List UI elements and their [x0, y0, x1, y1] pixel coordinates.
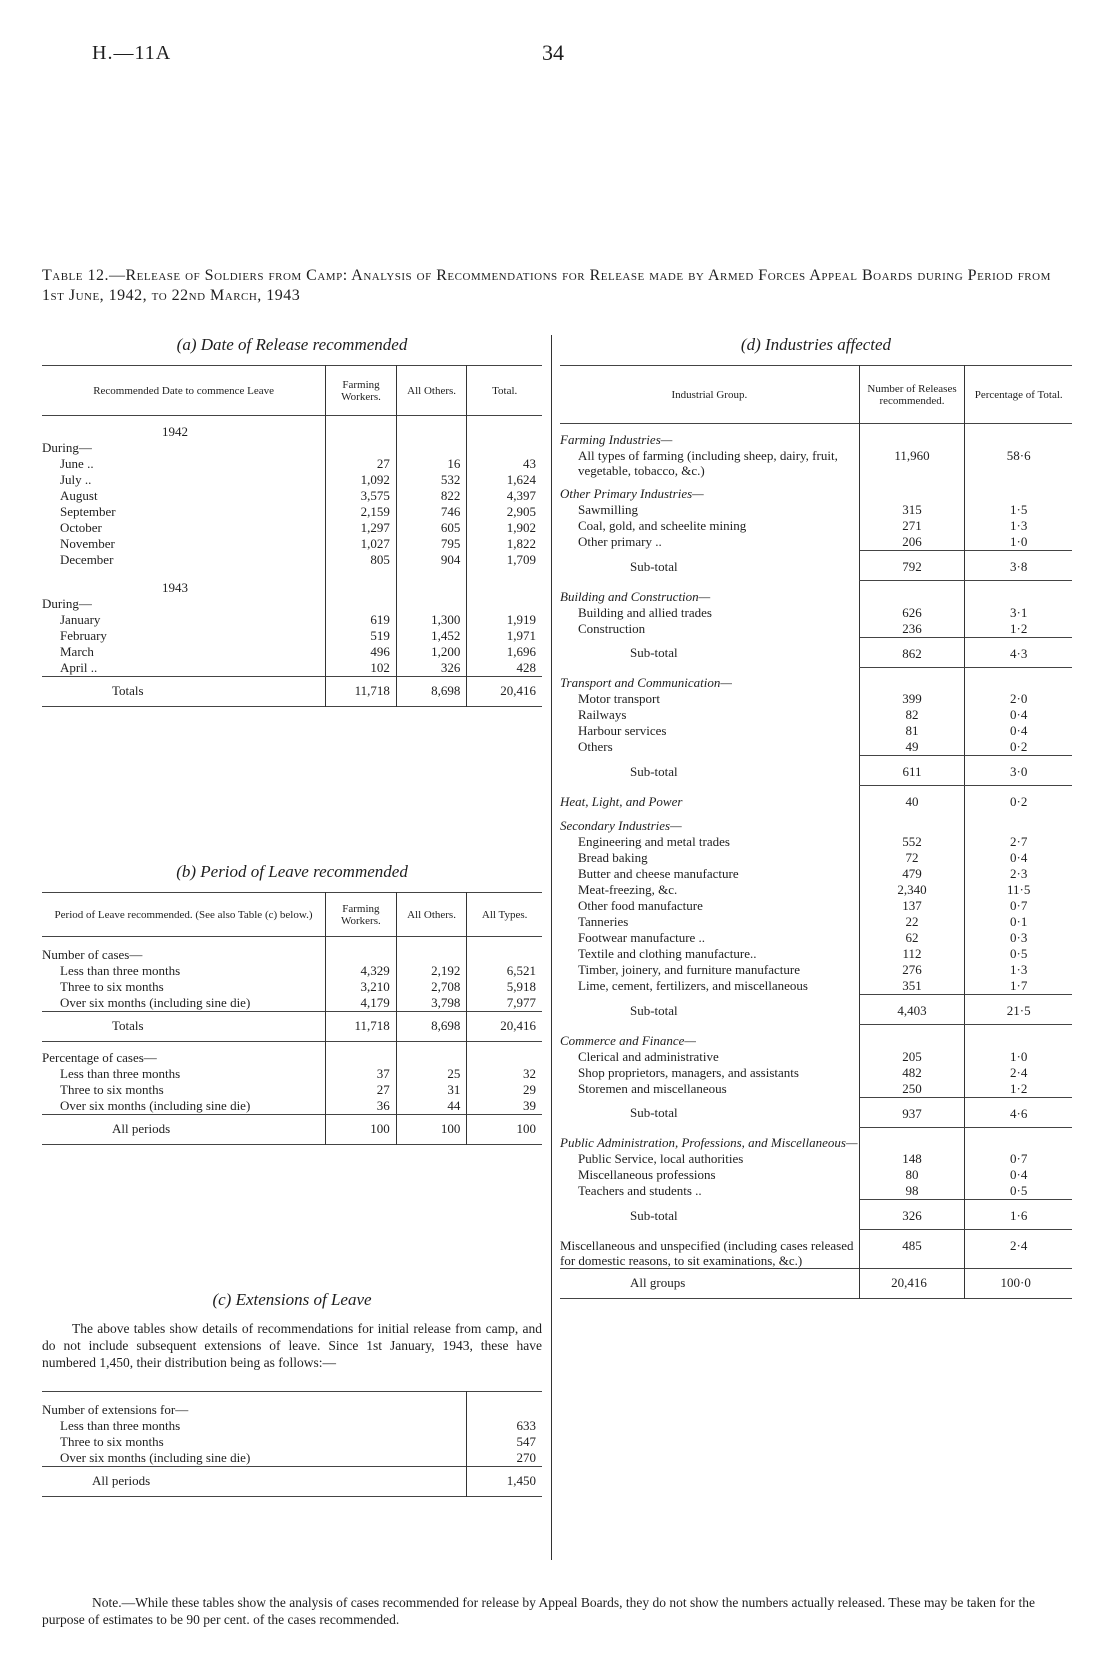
period-of-leave-table [42, 892, 542, 1145]
col-header-releases: Number of Releases recommended. [859, 366, 965, 424]
industry-row [560, 1183, 1072, 1200]
column-divider [551, 335, 552, 1560]
month-row-value: 805 [326, 552, 397, 568]
all-groups-number: 20,416 [859, 1268, 965, 1298]
case-percentage-row-value: 27 [326, 1082, 397, 1098]
section-d [560, 335, 1072, 1299]
industry-row [560, 1049, 1072, 1065]
industry-row [560, 898, 1072, 914]
month-row [42, 504, 542, 520]
month-row [42, 644, 542, 660]
subtotal-label: Sub-total [630, 1002, 678, 1018]
industry-group-heading [560, 1025, 1072, 1049]
industry-row [560, 882, 1072, 898]
industry-label: Miscellaneous professions [578, 1167, 716, 1182]
month-row-value: 1,452 [396, 628, 467, 644]
month-row-value: 532 [396, 472, 467, 488]
industry-row [560, 723, 1072, 739]
percentage-value: 0·7 [965, 1151, 1072, 1167]
percentage-value: 0·7 [965, 898, 1072, 914]
industry-label: Other primary .. [578, 534, 662, 549]
month-row-value: 3,575 [326, 488, 397, 504]
industry-label: Building and allied trades [578, 604, 712, 620]
releases-value: 81 [859, 723, 965, 739]
month-row-value: 822 [396, 488, 467, 504]
totals-all: 20,416 [467, 1012, 542, 1042]
extension-row [42, 1450, 542, 1467]
releases-value: 72 [859, 850, 965, 866]
releases-value: 49 [859, 739, 965, 756]
case-percentage-row-label: Over six months (including sine die) [60, 1098, 251, 1113]
month-row-label: November [60, 536, 115, 551]
section-c-title: (c) Extensions of Leave [212, 1290, 372, 1309]
subtotal-value: 611 [859, 756, 965, 786]
percentage-value: 0·2 [965, 786, 1072, 811]
percentage-value: 2·3 [965, 866, 1072, 882]
case-count-row-value: 4,329 [326, 963, 397, 979]
industry-row [560, 850, 1072, 866]
month-row-value: 1,696 [467, 644, 542, 660]
subtotal-row [560, 1200, 1072, 1230]
industry-group-heading [560, 667, 1072, 691]
section-c [42, 1290, 542, 1497]
group-heading: Secondary Industries— [560, 818, 682, 833]
releases-value: 271 [859, 518, 965, 534]
releases-value: 276 [859, 962, 965, 978]
case-percentage-row-value: 44 [396, 1098, 467, 1115]
month-row-value: 795 [396, 536, 467, 552]
releases-value: 62 [859, 930, 965, 946]
year-1943: 1943 [162, 580, 188, 595]
releases-value: 2,340 [859, 882, 965, 898]
industry-label: Miscellaneous and unspecified (including cases released for domestic reasons, to sit examinations, &c.) [560, 1237, 854, 1268]
subtotal-value: 21·5 [965, 995, 1072, 1025]
extension-row-value: 633 [467, 1418, 542, 1434]
percentage-value: 1·7 [965, 978, 1072, 995]
releases-value: 40 [859, 786, 965, 811]
year-1942: 1942 [162, 424, 188, 439]
month-row-label: October [60, 520, 102, 535]
month-row-value: 605 [396, 520, 467, 536]
percentage-value: 0·4 [965, 723, 1072, 739]
industry-label: Textile and clothing manufacture.. [578, 946, 757, 961]
percentage-value: 1·3 [965, 518, 1072, 534]
industry-label: Tanneries [578, 914, 629, 929]
totals-farming: 11,718 [326, 677, 397, 707]
subtotal-label: Sub-total [630, 1207, 678, 1223]
group-heading: Building and Construction— [560, 588, 711, 604]
month-row-label: July .. [60, 472, 92, 487]
month-row [42, 628, 542, 644]
percentage-value: 1·0 [965, 1049, 1072, 1065]
month-row-label: April .. [60, 660, 98, 675]
all-periods-label: All periods [112, 1121, 171, 1136]
percentage-value: 0·5 [965, 1183, 1072, 1200]
col-header-others: All Others. [396, 893, 467, 937]
footnote: Note.—While these tables show the analysis of cases recommended for release by Appeal Boards, they do not show the numbers actually released. These may be taken for the purpose of estimates to be 90 per cent. of the cases recommended. [42, 1595, 1035, 1627]
industry-group-heading [560, 424, 1072, 449]
during-label: During— [42, 440, 92, 455]
industry-row [560, 605, 1072, 621]
date-of-release-table [42, 365, 542, 707]
percentage-value: 1·0 [965, 534, 1072, 551]
industry-label: Storemen and miscellaneous [578, 1080, 727, 1096]
case-percentage-row-value: 29 [467, 1082, 542, 1098]
case-percentage-row-value: 31 [396, 1082, 467, 1098]
releases-value: 552 [859, 834, 965, 850]
industry-row [560, 707, 1072, 723]
col-header-total: Total. [467, 366, 542, 416]
industry-row [560, 448, 1072, 478]
month-row-value: 1,624 [467, 472, 542, 488]
month-row-value: 43 [467, 456, 542, 472]
month-row-value: 1,300 [396, 612, 467, 628]
case-count-row [42, 979, 542, 995]
totals-others: 8,698 [396, 677, 467, 707]
month-row [42, 456, 542, 472]
releases-value: 250 [859, 1081, 965, 1098]
month-row-value: 619 [326, 612, 397, 628]
group-heading: Farming Industries— [560, 432, 673, 447]
percentage-value: 2·0 [965, 691, 1072, 707]
all-periods-others: 100 [396, 1115, 467, 1145]
case-percentage-row-value: 37 [326, 1066, 397, 1082]
group-heading: Transport and Communication— [560, 675, 732, 690]
all-periods-value: 1,450 [467, 1467, 542, 1497]
case-count-row-label: Over six months (including sine die) [60, 995, 251, 1010]
month-row-value: 102 [326, 660, 397, 677]
industries-table [560, 365, 1072, 1299]
percentage-value: 0·1 [965, 914, 1072, 930]
industry-row [560, 739, 1072, 756]
industry-label: Timber, joinery, and furniture manufacture [578, 962, 800, 977]
industry-row [560, 962, 1072, 978]
col-header-percentage: Percentage of Total. [965, 366, 1072, 424]
industry-row [560, 1065, 1072, 1081]
section-a-title: (a) Date of Release recommended [176, 335, 408, 354]
document-code: H.—11A [92, 42, 172, 64]
case-count-row-value: 5,918 [467, 979, 542, 995]
industry-label: Lime, cement, fertilizers, and miscellaneous [578, 978, 808, 993]
month-row-value: 2,905 [467, 504, 542, 520]
totals-farming: 11,718 [326, 1012, 397, 1042]
case-count-row-value: 6,521 [467, 963, 542, 979]
month-row-value: 904 [396, 552, 467, 568]
month-row-value: 1,200 [396, 644, 467, 660]
all-periods-farming: 100 [326, 1115, 397, 1145]
month-row-label: December [60, 552, 114, 567]
month-row-value: 4,397 [467, 488, 542, 504]
percentage-value: 1·3 [965, 962, 1072, 978]
subtotal-value: 3·0 [965, 756, 1072, 786]
releases-value: 626 [859, 605, 965, 621]
industry-label: Footwear manufacture .. [578, 930, 706, 945]
case-percentage-row [42, 1082, 542, 1098]
section-a [42, 335, 542, 707]
case-percentage-row-value: 36 [326, 1098, 397, 1115]
number-of-cases-label: Number of cases— [42, 947, 143, 962]
case-percentage-row-label: Less than three months [60, 1066, 181, 1081]
percentage-value: 2·7 [965, 834, 1072, 850]
industry-label: All types of farming (including sheep, dairy, fruit, vegetable, tobacco, &c.) [578, 448, 838, 478]
industry-label: Public Service, local authorities [578, 1151, 744, 1166]
releases-value: 11,960 [859, 448, 965, 478]
all-periods-label: All periods [92, 1473, 151, 1488]
case-percentage-row [42, 1098, 542, 1115]
subtotal-row [560, 1097, 1072, 1127]
col-header-all-types: All Types. [467, 893, 542, 937]
case-count-row [42, 995, 542, 1012]
month-row-value: 1,709 [467, 552, 542, 568]
industry-row [560, 1230, 1072, 1269]
industry-row [560, 786, 1072, 811]
month-row-label: February [60, 628, 107, 643]
subtotal-label: Sub-total [630, 645, 678, 660]
subtotal-row [560, 637, 1072, 667]
industry-label: Coal, gold, and scheelite mining [578, 518, 747, 533]
releases-value: 148 [859, 1151, 965, 1167]
month-row-value: 16 [396, 456, 467, 472]
totals-label: Totals [112, 1018, 144, 1033]
industry-label: Bread baking [578, 850, 648, 865]
releases-value: 482 [859, 1065, 965, 1081]
extension-row-label: Less than three months [60, 1418, 181, 1433]
subtotal-value: 792 [859, 551, 965, 581]
group-heading: Commerce and Finance— [560, 1032, 696, 1048]
month-row-value: 2,159 [326, 504, 397, 520]
industry-row [560, 1167, 1072, 1183]
month-row [42, 612, 542, 628]
percentage-value: 3·1 [965, 605, 1072, 621]
totals-others: 8,698 [396, 1012, 467, 1042]
all-groups-percentage: 100·0 [965, 1268, 1072, 1298]
case-count-row-label: Three to six months [60, 979, 164, 994]
percentage-value: 2·4 [965, 1230, 1072, 1269]
subtotal-value: 4·6 [965, 1097, 1072, 1127]
percentage-value: 2·4 [965, 1065, 1072, 1081]
month-row-value: 1,902 [467, 520, 542, 536]
case-count-row-value: 4,179 [326, 995, 397, 1012]
industry-label: Heat, Light, and Power [560, 793, 683, 809]
case-count-row-value: 3,210 [326, 979, 397, 995]
subtotal-value: 1·6 [965, 1200, 1072, 1230]
releases-value: 315 [859, 502, 965, 518]
industry-row [560, 1081, 1072, 1098]
releases-value: 98 [859, 1183, 965, 1200]
totals-total: 20,416 [467, 677, 542, 707]
extension-row [42, 1434, 542, 1450]
percentage-value: 58·6 [965, 448, 1072, 478]
industry-label: Butter and cheese manufacture [578, 866, 739, 881]
subtotal-value: 326 [859, 1200, 965, 1230]
percentage-value: 0·5 [965, 946, 1072, 962]
month-row-label: January [60, 612, 101, 627]
percentage-value: 1·2 [965, 621, 1072, 638]
releases-value: 112 [859, 946, 965, 962]
month-row-value: 746 [396, 504, 467, 520]
month-row-value: 1,297 [326, 520, 397, 536]
industry-label: Others [578, 739, 613, 754]
subtotal-label: Sub-total [630, 1105, 678, 1120]
releases-value: 485 [859, 1230, 965, 1269]
all-periods-all: 100 [467, 1115, 542, 1145]
extension-row-label: Three to six months [60, 1434, 164, 1449]
month-row-value: 1,027 [326, 536, 397, 552]
industry-label: Clerical and administrative [578, 1048, 719, 1064]
month-row [42, 472, 542, 488]
percentage-value: 1·2 [965, 1081, 1072, 1098]
releases-value: 22 [859, 914, 965, 930]
industry-label: Shop proprietors, managers, and assistants [578, 1064, 799, 1080]
col-header-farming: Farming Workers. [326, 893, 397, 937]
extension-row [42, 1418, 542, 1434]
month-row-value: 1,092 [326, 472, 397, 488]
all-groups-label: All groups [630, 1274, 686, 1290]
subtotal-label: Sub-total [630, 763, 678, 779]
month-row-value: 1,822 [467, 536, 542, 552]
col-header-farming: Farming Workers. [326, 366, 397, 416]
extension-row-value: 547 [467, 1434, 542, 1450]
releases-value: 351 [859, 978, 965, 995]
industry-label: Construction [578, 620, 646, 636]
industry-label: Teachers and students .. [578, 1183, 702, 1198]
case-count-row [42, 963, 542, 979]
section-b [42, 862, 542, 1145]
case-count-row-value: 3,798 [396, 995, 467, 1012]
month-row-label: August [60, 488, 98, 503]
month-row [42, 536, 542, 552]
extensions-group-label: Number of extensions for— [42, 1402, 189, 1417]
industry-label: Motor transport [578, 691, 660, 706]
industry-row [560, 691, 1072, 707]
section-b-title: (b) Period of Leave recommended [176, 862, 408, 881]
month-row-value: 428 [467, 660, 542, 677]
extensions-paragraph: The above tables show details of recommendations for initial release from camp, and do not include subsequent extensions of leave. Since 1st January, 1943, these have numbered 1,450, their distribution being as follows:— [42, 1321, 542, 1370]
month-row-value: 519 [326, 628, 397, 644]
industry-label: Meat-freezing, &c. [578, 882, 678, 897]
case-count-row-value: 2,708 [396, 979, 467, 995]
during-label: During— [42, 596, 92, 611]
industry-group-heading [560, 581, 1072, 605]
month-row [42, 552, 542, 568]
releases-value: 479 [859, 866, 965, 882]
month-row-label: June .. [60, 456, 94, 471]
subtotal-row [560, 995, 1072, 1025]
percentage-value: 0·4 [965, 1167, 1072, 1183]
col-header-others: All Others. [396, 366, 467, 416]
table-title: Table 12.—Release of Soldiers from Camp: Analysis of Recommendations for Release made by Armed Forces Appeal Boards during Period from 1st June, 1942, to 22nd March, 1943 [42, 267, 1051, 304]
subtotal-row [560, 756, 1072, 786]
case-count-row-value: 2,192 [396, 963, 467, 979]
month-row-value: 1,971 [467, 628, 542, 644]
case-percentage-row-value: 32 [467, 1066, 542, 1082]
month-row-label: March [60, 644, 94, 659]
industry-group-heading [560, 1127, 1072, 1151]
page-number: 34 [542, 40, 564, 65]
month-row [42, 660, 542, 677]
industry-row [560, 1151, 1072, 1167]
case-percentage-row [42, 1066, 542, 1082]
case-percentage-row-label: Three to six months [60, 1082, 164, 1097]
subtotal-label: Sub-total [630, 558, 678, 574]
case-percentage-row-value: 39 [467, 1098, 542, 1115]
month-row-label: September [60, 504, 116, 519]
releases-value: 236 [859, 621, 965, 638]
month-row [42, 488, 542, 504]
percentage-value: 11·5 [965, 882, 1072, 898]
subtotal-value: 3·8 [965, 551, 1072, 581]
case-percentage-row-value: 25 [396, 1066, 467, 1082]
month-row-value: 1,919 [467, 612, 542, 628]
industry-row [560, 866, 1072, 882]
percentage-of-cases-label: Percentage of cases— [42, 1050, 157, 1065]
month-row-value: 326 [396, 660, 467, 677]
industry-row [560, 834, 1072, 850]
month-row [42, 520, 542, 536]
percentage-value: 0·4 [965, 707, 1072, 723]
percentage-value: 1·5 [965, 502, 1072, 518]
percentage-value: 0·4 [965, 850, 1072, 866]
percentage-value: 0·3 [965, 930, 1072, 946]
industry-label: Other food manufacture [578, 898, 703, 913]
releases-value: 399 [859, 691, 965, 707]
subtotal-value: 862 [859, 637, 965, 667]
group-heading: Public Administration, Professions, and Miscellaneous— [560, 1135, 858, 1150]
percentage-value: 0·2 [965, 739, 1072, 756]
section-d-title: (d) Industries affected [740, 335, 892, 354]
col-header-date: Recommended Date to commence Leave [93, 384, 275, 397]
industry-row [560, 621, 1072, 638]
extension-row-value: 270 [467, 1450, 542, 1467]
industry-row [560, 534, 1072, 551]
industry-group-heading [560, 478, 1072, 502]
extensions-table [42, 1391, 542, 1497]
subtotal-value: 937 [859, 1097, 965, 1127]
releases-value: 82 [859, 707, 965, 723]
industry-row [560, 914, 1072, 930]
group-heading: Other Primary Industries— [560, 486, 704, 501]
releases-value: 80 [859, 1167, 965, 1183]
col-header-period: Period of Leave recommended. (See also Table (c) below.) [54, 908, 313, 921]
case-count-row-value: 7,977 [467, 995, 542, 1012]
releases-value: 137 [859, 898, 965, 914]
month-row-value: 27 [326, 456, 397, 472]
industry-row [560, 518, 1072, 534]
industry-label: Harbour services [578, 723, 667, 738]
industry-group-heading [560, 810, 1072, 834]
case-count-row-label: Less than three months [60, 963, 181, 978]
subtotal-value: 4·3 [965, 637, 1072, 667]
industry-label: Sawmilling [578, 502, 638, 517]
industry-row [560, 946, 1072, 962]
releases-value: 206 [859, 534, 965, 551]
industry-row [560, 978, 1072, 995]
col-header-group: Industrial Group. [671, 388, 748, 401]
subtotal-value: 4,403 [859, 995, 965, 1025]
industry-row [560, 502, 1072, 518]
industry-row [560, 930, 1072, 946]
totals-label: Totals [112, 683, 144, 698]
industry-label: Engineering and metal trades [578, 834, 730, 849]
industry-label: Railways [578, 707, 627, 722]
extension-row-label: Over six months (including sine die) [60, 1450, 251, 1465]
month-row-value: 496 [326, 644, 397, 660]
releases-value: 205 [859, 1049, 965, 1065]
subtotal-row [560, 551, 1072, 581]
